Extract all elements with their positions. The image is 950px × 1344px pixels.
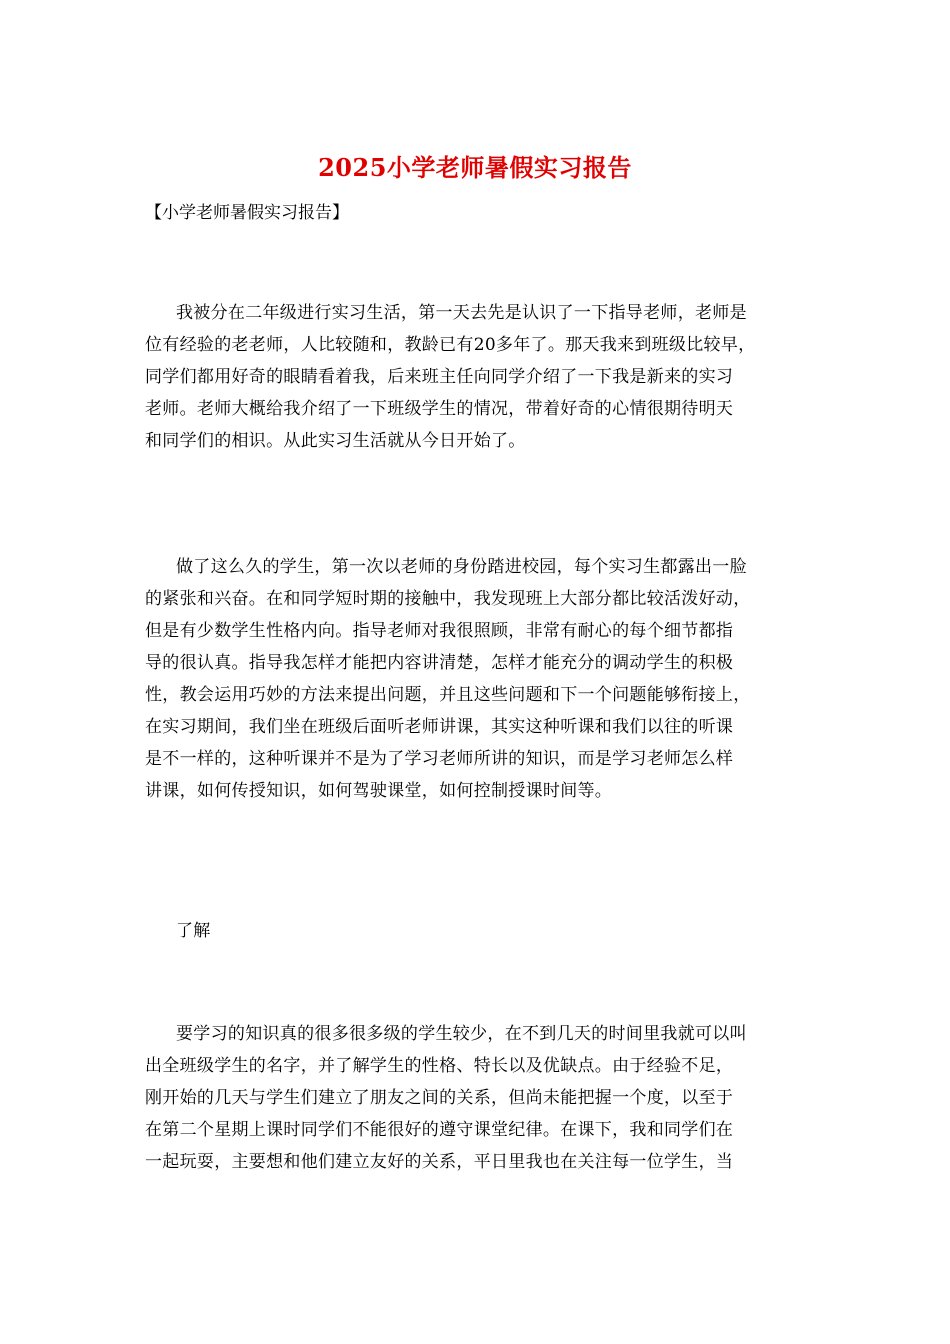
paragraph-line: 一起玩耍，主要想和他们建立友好的关系，平日里我也在关注每一位学生，当 — [145, 1152, 734, 1172]
paragraph-line: 在实习期间，我们坐在班级后面听老师讲课，其实这种听课和我们以往的听课 — [145, 717, 734, 737]
paragraph-line: 是不一样的，这种听课并不是为了学习老师所讲的知识，而是学习老师怎么样 — [145, 749, 734, 769]
paragraph-line: 同学们都用好奇的眼睛看着我，后来班主任向同学介绍了一下我是新来的实习 — [145, 367, 734, 387]
document-subtitle: 【小学老师暑假实习报告】 — [145, 203, 349, 223]
paragraph-line: 性，教会运用巧妙的方法来提出问题，并且这些问题和下一个问题能够衔接上， — [145, 685, 751, 705]
paragraph-2 — [145, 551, 815, 807]
paragraph-line: 我被分在二年级进行实习生活，第一天去先是认识了一下指导老师，老师是 — [176, 303, 747, 323]
paragraph-line: 但是有少数学生性格内向。指导老师对我很照顾，非常有耐心的每个细节都指 — [145, 621, 734, 641]
paragraph-line: 做了这么久的学生，第一次以老师的身份踏进校园，每个实习生都露出一脸 — [176, 557, 747, 577]
paragraph-line: 了解 — [176, 921, 211, 941]
paragraph-line: 要学习的知识真的很多很多级的学生较少，在不到几天的时间里我就可以叫 — [176, 1024, 747, 1044]
paragraph-line: 出全班级学生的名字，并了解学生的性格、特长以及优缺点。由于经验不足， — [145, 1056, 734, 1076]
paragraph-line: 导的很认真。指导我怎样才能把内容讲清楚，怎样才能充分的调动学生的积极 — [145, 653, 734, 673]
paragraph-line: 在第二个星期上课时同学们不能很好的遵守课堂纪律。在课下，我和同学们在 — [145, 1120, 734, 1140]
document-title: 2025小学老师暑假实习报告 — [318, 153, 632, 182]
paragraph-line: 的紧张和兴奋。在和同学短时期的接触中，我发现班上大部分都比较活泼好动， — [145, 589, 751, 609]
paragraph-line: 讲课，如何传授知识，如何驾驶课堂，如何控制授课时间等。 — [145, 781, 613, 801]
paragraph-line: 老师。老师大概给我介绍了一下班级学生的情况，带着好奇的心情很期待明天 — [145, 399, 734, 419]
paragraph-3 — [145, 915, 815, 947]
paragraph-4 — [145, 1018, 815, 1178]
paragraph-line: 位有经验的老老师，人比较随和，教龄已有20多年了。那天我来到班级比较早， — [145, 335, 756, 355]
paragraph-1 — [145, 297, 815, 457]
paragraph-line: 和同学们的相识。从此实习生活就从今日开始了。 — [145, 431, 526, 451]
paragraph-line: 刚开始的几天与学生们建立了朋友之间的关系，但尚未能把握一个度，以至于 — [145, 1088, 734, 1108]
